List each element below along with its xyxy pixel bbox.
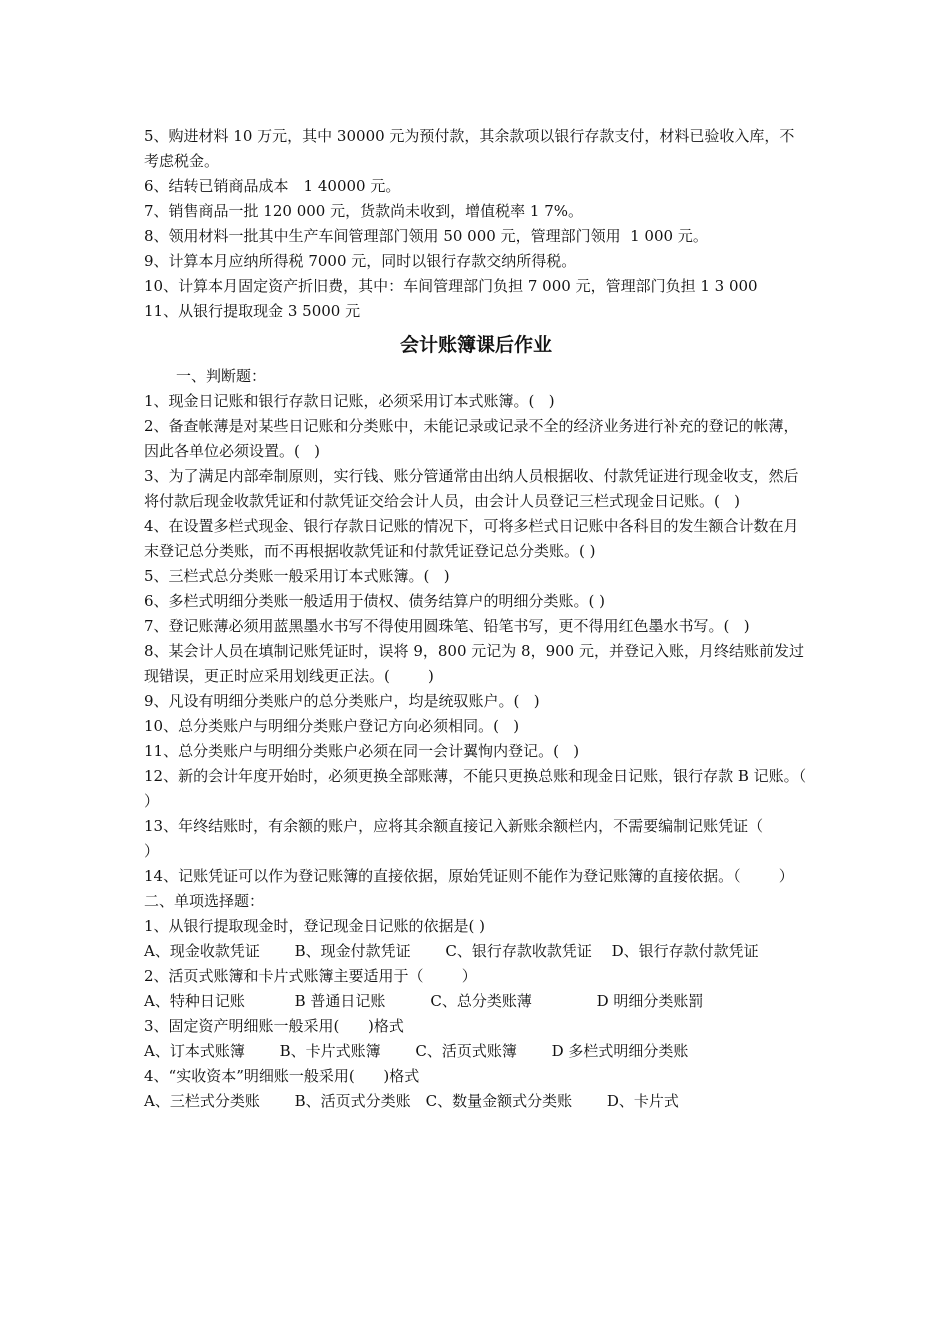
choice-question: 3、固定资产明细账一般采用( )格式 [144, 1017, 404, 1035]
document-page [144, 124, 845, 1114]
choice-options: A、现金收款凭证 B、现金付款凭证 C、银行存款收款凭证 D、银行存款付款凭证 [144, 942, 759, 960]
section-heading: 二、单项选择题： [144, 892, 265, 910]
choice-question: 4、“实收资本”明细账一般采用( )格式 [144, 1067, 420, 1085]
choice-question: 1、从银行提取现金时，登记现金日记账的依据是( ) [144, 917, 486, 935]
list-item: 7、销售商品一批 120 000 元，货款尚未收到，增值税率 1 7%。 [144, 202, 583, 220]
section-single-choice [144, 889, 808, 1114]
question-item: 5、三栏式总分类账一般采用订本式账簿。( ) [144, 567, 450, 585]
question-item: 12、新的会计年度开始时，必须更换全部账薄，不能只更换总账和现金日记账，银行存款 B 记账。（ ） [144, 767, 845, 810]
question-item: 9、凡设有明细分类账户的总分类账户，均是统驭账户。( ) [144, 692, 540, 710]
section-true-false [144, 364, 845, 889]
choice-options: A、订本式账簿 B、卡片式账簿 C、活页式账簿 D 多栏式明细分类账 [144, 1042, 689, 1060]
question-item: 7、登记账薄必须用蓝黑墨水书写不得使用圆珠笔、铅笔书写，更不得用红色墨水书写。( ) [144, 617, 750, 635]
list-item: 8、领用材料一批其中生产车间管理部门领用 50 000 元，管理部门领用 1 000 元。 [144, 227, 708, 245]
question-item: 3、为了满足内部牵制原则，实行钱、账分管通常由出纳人员根据收、付款凭证进行现金收支，然后将付款后现金收款凭证和付款凭证交给会计人员，由会计人员登记三栏式现金日记账。( ) [144, 467, 799, 510]
section-heading: 一、判断题： [176, 367, 267, 385]
list-item: 5、购进材料 10 万元，其中 30000 元为预付款，其余款项以银行存款支付，材料已验收入库，不考虑税金。 [144, 127, 795, 170]
choice-question: 2、活页式账簿和卡片式账簿主要适用于（ ） [144, 967, 477, 985]
choice-options: A、三栏式分类账 B、活页式分类账 C、数量金额式分类账 D、卡片式 [144, 1092, 679, 1110]
list-item: 6、结转已销商品成本 1 40000 元。 [144, 177, 401, 195]
question-item: 6、多栏式明细分类账一般适用于债权、债务结算户的明细分类账。( ) [144, 592, 606, 610]
question-item: 1、现金日记账和银行存款日记账，必须采用订本式账簿。( ) [144, 392, 555, 410]
list-item: 9、计算本月应纳所得税 7000 元，同时以银行存款交纳所得税。 [144, 252, 577, 270]
question-item: 2、备查帐薄是对某些日记账和分类账中，未能记录或记录不全的经济业务进行补充的登记的帐薄，因此各单位必须设置。( ) [144, 417, 799, 460]
question-item: 8、某会计人员在填制记账凭证时，误将 9，800 元记为 8，900 元，并登记入账，月终结账前发过现错误，更正时应采用划线更正法。( ) [144, 642, 804, 685]
list-item: 10、计算本月固定资产折旧费，其中：车间管理部门负担 7 000 元，管理部门负担 1 3 000 [144, 277, 758, 295]
question-item: 10、总分类账户与明细分类账户登记方向必须相同。( ) [144, 717, 520, 735]
choice-options: A、特种日记账 B 普通日记账 C、总分类账薄 D 明细分类账罰 [144, 992, 704, 1010]
question-item: 13、年终结账时，有余额的账户，应将其余额直接记入新账余额栏内，不需要编制记账凭证（ ） [144, 817, 802, 860]
page-title: 会计账簿课后作业 [399, 334, 552, 356]
list-item: 11、从银行提取现金 3 5000 元 [144, 302, 361, 320]
question-item: 11、总分类账户与明细分类账户必须在同一会计翼恂内登记。( ) [144, 742, 580, 760]
question-item: 14、记账凭证可以作为登记账簿的直接依据，原始凭证则不能作为登记账簿的直接依据。（ ） [144, 867, 794, 885]
top-items [144, 124, 808, 324]
question-item: 4、在设置多栏式现金、银行存款日记账的情况下，可将多栏式日记账中各科目的发生额合计数在月末登记总分类账，而不再根据收款凭证和付款凭证登记总分类账。( ) [144, 517, 799, 560]
